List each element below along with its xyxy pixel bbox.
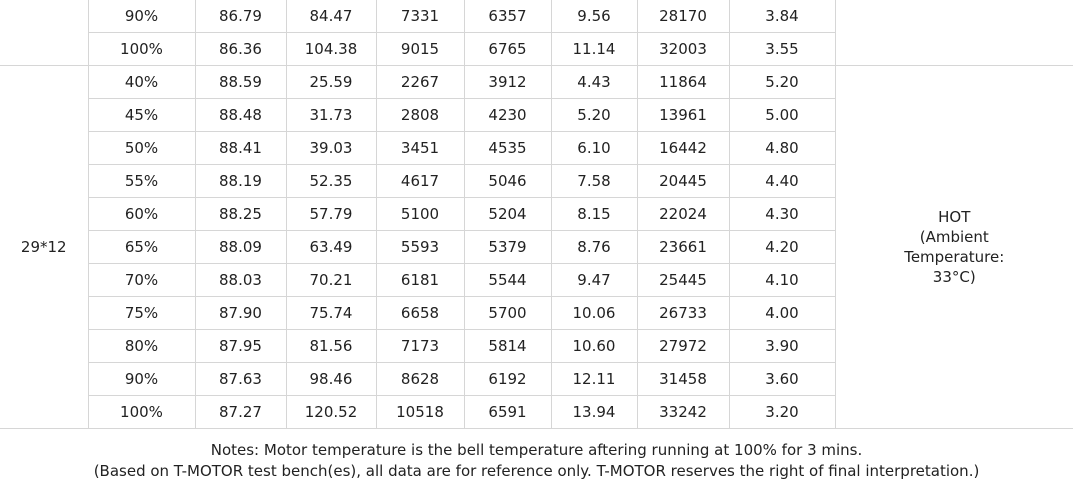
table-cell: 26733 <box>637 297 729 330</box>
propeller-cell: 29*12 <box>0 66 88 429</box>
table-cell: 3.55 <box>729 33 835 66</box>
table-cell: 88.19 <box>195 165 286 198</box>
table-cell: 23661 <box>637 231 729 264</box>
table-cell: 2267 <box>376 66 464 99</box>
table-cell: 3.90 <box>729 330 835 363</box>
table-cell: 40% <box>88 66 195 99</box>
table-cell: 63.49 <box>286 231 376 264</box>
table-cell: 25445 <box>637 264 729 297</box>
table-cell: 7.58 <box>551 165 637 198</box>
table-cell: 11864 <box>637 66 729 99</box>
table-cell: 88.03 <box>195 264 286 297</box>
table-cell: 10.06 <box>551 297 637 330</box>
table-cell: 8628 <box>376 363 464 396</box>
table-cell: 8.76 <box>551 231 637 264</box>
table-cell: 3.84 <box>729 0 835 33</box>
table-cell: 3451 <box>376 132 464 165</box>
table-cell: 2808 <box>376 99 464 132</box>
table-cell: 88.09 <box>195 231 286 264</box>
table-cell: 39.03 <box>286 132 376 165</box>
table-cell: 86.79 <box>195 0 286 33</box>
table-cell: 12.11 <box>551 363 637 396</box>
table-cell: 50% <box>88 132 195 165</box>
table-cell: 80% <box>88 330 195 363</box>
table-cell: 9.56 <box>551 0 637 33</box>
table-cell: 55% <box>88 165 195 198</box>
table-cell: 5814 <box>464 330 551 363</box>
table-cell: 4.00 <box>729 297 835 330</box>
table-row <box>0 0 1073 33</box>
condition-line: Temperature: <box>904 248 1005 266</box>
table-cell: 81.56 <box>286 330 376 363</box>
table-cell: 7173 <box>376 330 464 363</box>
table-cell: 4.80 <box>729 132 835 165</box>
table-cell: 84.47 <box>286 0 376 33</box>
table-cell: 10.60 <box>551 330 637 363</box>
table-cell: 5046 <box>464 165 551 198</box>
table-cell: 13.94 <box>551 396 637 429</box>
table-cell: 86.36 <box>195 33 286 66</box>
table-cell: 5593 <box>376 231 464 264</box>
table-cell: 6658 <box>376 297 464 330</box>
table-cell: 6.10 <box>551 132 637 165</box>
table-cell: 100% <box>88 396 195 429</box>
table-cell: 4.10 <box>729 264 835 297</box>
table-cell: 5100 <box>376 198 464 231</box>
condition-line: HOT <box>938 208 971 226</box>
table-cell: 87.63 <box>195 363 286 396</box>
table-cell: 22024 <box>637 198 729 231</box>
table-cell: 6192 <box>464 363 551 396</box>
table-cell: 4230 <box>464 99 551 132</box>
table-cell: 87.90 <box>195 297 286 330</box>
table-cell: 6765 <box>464 33 551 66</box>
propeller-cell-prev <box>0 0 88 66</box>
table-cell: 3.60 <box>729 363 835 396</box>
notes-block <box>0 440 1073 482</box>
table-cell: 31.73 <box>286 99 376 132</box>
table-cell: 6591 <box>464 396 551 429</box>
table-cell: 98.46 <box>286 363 376 396</box>
table-cell: 20445 <box>637 165 729 198</box>
table-cell: 31458 <box>637 363 729 396</box>
table-cell: 5.20 <box>729 66 835 99</box>
table-cell: 8.15 <box>551 198 637 231</box>
table-cell: 7331 <box>376 0 464 33</box>
table-cell: 3912 <box>464 66 551 99</box>
table-cell: 13961 <box>637 99 729 132</box>
table-cell: 65% <box>88 231 195 264</box>
table-cell: 5.20 <box>551 99 637 132</box>
table-cell: 75.74 <box>286 297 376 330</box>
table-cell: 120.52 <box>286 396 376 429</box>
condition-cell <box>835 66 1073 429</box>
table-cell: 100% <box>88 33 195 66</box>
table-cell: 6357 <box>464 0 551 33</box>
notes-line-1: Notes: Motor temperature is the bell temperature aftering running at 100% for 3 mins. <box>210 441 863 459</box>
notes-line-2: (Based on T-MOTOR test bench(es), all data are for reference only. T-MOTOR reserves the right of final interpretation.) <box>93 462 980 480</box>
table-cell: 87.27 <box>195 396 286 429</box>
table-cell: 88.25 <box>195 198 286 231</box>
table-cell: 4.40 <box>729 165 835 198</box>
condition-line: (Ambient <box>919 228 989 246</box>
table-cell: 4.30 <box>729 198 835 231</box>
table-cell: 16442 <box>637 132 729 165</box>
table-cell: 25.59 <box>286 66 376 99</box>
table-cell: 88.48 <box>195 99 286 132</box>
table-cell: 88.41 <box>195 132 286 165</box>
table-cell: 70% <box>88 264 195 297</box>
table-cell: 6181 <box>376 264 464 297</box>
table-cell: 4535 <box>464 132 551 165</box>
table-cell: 4.20 <box>729 231 835 264</box>
table-cell: 52.35 <box>286 165 376 198</box>
table-cell: 10518 <box>376 396 464 429</box>
table-cell: 45% <box>88 99 195 132</box>
table-cell: 90% <box>88 363 195 396</box>
table-cell: 5204 <box>464 198 551 231</box>
table-cell: 4.43 <box>551 66 637 99</box>
table-cell: 88.59 <box>195 66 286 99</box>
table-cell: 3.20 <box>729 396 835 429</box>
table-cell: 4617 <box>376 165 464 198</box>
table-cell: 70.21 <box>286 264 376 297</box>
condition-line: 33°C) <box>932 268 976 286</box>
table-cell: 9.47 <box>551 264 637 297</box>
table-cell: 75% <box>88 297 195 330</box>
table-cell: 57.79 <box>286 198 376 231</box>
table-cell: 11.14 <box>551 33 637 66</box>
table-cell: 32003 <box>637 33 729 66</box>
table-cell: 5379 <box>464 231 551 264</box>
table-cell: 9015 <box>376 33 464 66</box>
table-cell: 27972 <box>637 330 729 363</box>
table-cell: 60% <box>88 198 195 231</box>
table-cell: 28170 <box>637 0 729 33</box>
table-cell: 90% <box>88 0 195 33</box>
table-row <box>0 66 1073 99</box>
table-cell: 87.95 <box>195 330 286 363</box>
table-cell: 5.00 <box>729 99 835 132</box>
table-cell: 5700 <box>464 297 551 330</box>
table-cell: 5544 <box>464 264 551 297</box>
table-cell: 104.38 <box>286 33 376 66</box>
table-cell: 33242 <box>637 396 729 429</box>
condition-cell-prev <box>835 0 1073 66</box>
